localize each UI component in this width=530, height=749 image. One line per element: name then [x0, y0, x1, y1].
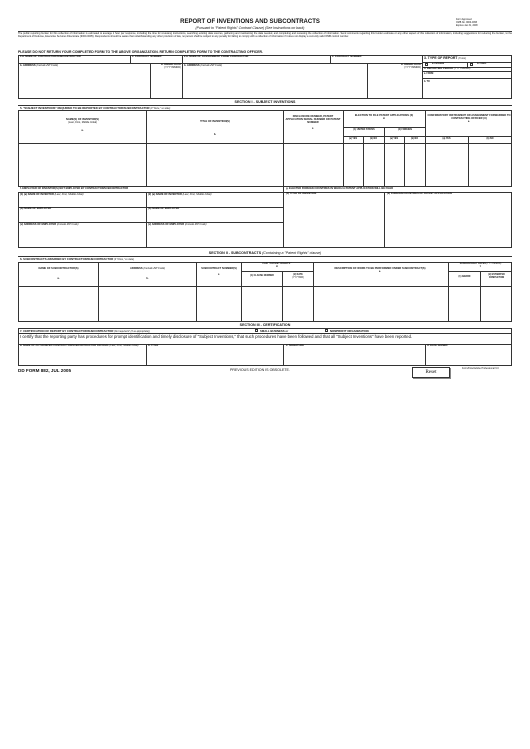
- foreign-countries-label: g. ELECTED FOREIGN COUNTRIES IN WHICH A PATENT APPLICATION WILL BE FILED: [286, 187, 394, 190]
- contractor-name-field[interactable]: [19, 59, 129, 63]
- foreign-countries-app-label: (2) FOREIGN COUNTRIES OF PATENT APPLICATION: [387, 192, 452, 195]
- award-date-col-header: (1) AWARD: [458, 276, 471, 278]
- nonprofit-checkbox[interactable]: [325, 329, 328, 332]
- omb-number: OMB No. 9000-0095: [456, 22, 478, 24]
- subcontractor-name-field[interactable]: [19, 287, 97, 321]
- confirmatory-text: CONFIRMATORY INSTRUMENT OR ASSIGNMENT FORWARDED TO CONTRACTING OFFICER (X): [427, 114, 511, 120]
- subcontract-dates-format: (YYYYMMDD): [486, 263, 502, 265]
- far-date-field[interactable]: [283, 287, 312, 321]
- united-states-header: (1) UNITED STATES: [353, 129, 375, 131]
- subcontracts-awarded-label: [20, 257, 134, 262]
- subcontractor-address-text: ADDRESS: [129, 267, 143, 270]
- confirm-no-field[interactable]: [469, 144, 511, 186]
- form-identifier: DD FORM 882, JUL 2005: [18, 367, 72, 373]
- obsolete-notice: PREVIOUS EDITION IS OBSOLETE.: [230, 368, 290, 372]
- invention-titles-letter: b.: [213, 132, 217, 136]
- inventor2-name-field[interactable]: [147, 197, 282, 206]
- disclosure-number-header: [285, 116, 341, 131]
- subcontract-number-text: SUBCONTRACT NUMBER(S): [201, 267, 237, 270]
- clause-number-header: (1) CLAUSE NUMBER: [250, 275, 274, 277]
- official-name-text: a. NAME OF AUTHORIZED CONTRACTOR/SUBCONTRACTOR OFFICIAL: [20, 344, 109, 347]
- employer2-name-field[interactable]: [147, 212, 282, 221]
- employer-label: f. EMPLOYER OF INVENTOR(S) NOT EMPLOYED BY CONTRACTOR/SUBCONTRACTOR: [20, 187, 129, 190]
- award-date-format: (YYYYMMDD): [164, 65, 181, 69]
- us-no-header: (b) NO: [369, 138, 378, 140]
- inventor-names-field[interactable]: [19, 144, 145, 186]
- employer2-address-label: [148, 223, 206, 226]
- prime-address-label: [184, 64, 222, 67]
- inventor2-name-hint: (Last, First, Middle Initial): [182, 193, 212, 196]
- to-label: b. TO: [424, 80, 430, 83]
- subcontracts-awarded-text: 6. SUBCONTRACTS AWARDED BY CONTRACTOR/SUBCONTRACTOR: [20, 257, 114, 261]
- form-title: REPORT OF INVENTIONS AND SUBCONTRACTS: [180, 19, 320, 25]
- subcontract-dates-letter: f.: [479, 265, 482, 268]
- prime-address-field[interactable]: [183, 68, 366, 98]
- subject-inventions-hint: (If "None," so state): [150, 107, 171, 110]
- far-patent-rights-header: [241, 263, 313, 269]
- reporting-period-format: (YYYYMMDD): [453, 67, 471, 70]
- from-label: a. FROM: [424, 72, 434, 75]
- us-no-field[interactable]: [364, 144, 383, 186]
- inventor2-name-label: [148, 193, 212, 196]
- contractor-address-hint: (Include ZIP Code): [36, 64, 59, 67]
- foreign-yes-header: (a) YES: [390, 138, 398, 140]
- type-of-report-label: [424, 56, 466, 61]
- foreign-yes-field[interactable]: [385, 144, 403, 186]
- subcontracts-awarded-hint: (If "None," so state): [114, 259, 134, 261]
- small-business-label: SMALL BUSINESS or: [260, 328, 289, 333]
- subcontractor-address-field[interactable]: [99, 287, 195, 321]
- subcontract-dates-text: SUBCONTRACT DATES: [459, 263, 486, 265]
- inventor-names-sub: (Last, First, Middle Initial): [68, 120, 97, 124]
- award-date-field[interactable]: [151, 71, 181, 98]
- confirmatory-letter: e.: [467, 119, 471, 123]
- far-date-header: [283, 274, 313, 279]
- estimated-completion-field[interactable]: [481, 287, 511, 321]
- subcontract-dates-header: [449, 263, 512, 268]
- to-date-field[interactable]: [435, 79, 511, 87]
- subcontractor-name-letter: a.: [57, 276, 60, 280]
- official-name-field[interactable]: [19, 352, 145, 365]
- certification-text: 7. CERTIFICATION OF REPORT BY CONTRACTOR/SUBCONTRACTOR: [20, 329, 114, 333]
- type-of-report-text: 3. TYPE OF REPORT: [424, 56, 458, 60]
- subcontractor-address-letter: b.: [146, 276, 149, 280]
- employer2-address-hint: (Include ZIP Code): [184, 223, 207, 226]
- contractor-address-field[interactable]: [19, 68, 149, 98]
- subcontractor-address-header: [99, 268, 196, 281]
- software-credit: Form/Flow/Adobe Professional 6.0: [462, 367, 499, 370]
- nonprofit-label: NONPROFIT ORGANIZATION: [330, 328, 369, 333]
- confirmatory-header: [427, 115, 511, 124]
- award-field[interactable]: [449, 287, 479, 321]
- reporting-period-text: 4. REPORTING PERIOD: [424, 67, 453, 70]
- employer1-address-field[interactable]: [19, 227, 145, 247]
- work-description-text: DESCRIPTION OF WORK TO BE PERFORMED UNDER SUBCONTRACT(S): [334, 267, 426, 270]
- work-description-letter: e.: [378, 269, 382, 273]
- inventor1-name-hint: (Last, First, Middle Initial): [54, 193, 84, 196]
- work-description-field[interactable]: [314, 287, 447, 321]
- final-checkbox[interactable]: [470, 63, 473, 66]
- subject-inventions-text: 5. "SUBJECT INVENTIONS" REQUIRED TO BE REPORTED BY CONTRACTOR/SUBCONTRACTOR: [20, 105, 150, 110]
- prime-award-date-text: d. AWARD DATE: [400, 63, 421, 66]
- subcontractor-address-hint: (Include ZIP Code): [143, 267, 166, 270]
- certification-hint: (Not required if: (X as appropriate)): [114, 331, 150, 333]
- contract-number-label: c. CONTRACT NUMBER: [132, 55, 162, 58]
- estimated-completion-header: (2) ESTIMATED COMPLETION: [488, 274, 505, 279]
- employer1-address-hint: (Include ZIP Code): [56, 223, 79, 226]
- election-header: [345, 115, 423, 121]
- employer2-name-label: (b) NAME OF EMPLOYER: [148, 207, 180, 210]
- us-yes-field[interactable]: [344, 144, 362, 186]
- reporting-period-label: [424, 67, 470, 70]
- section-2-title-paren: (Containing a "Patent Rights" clause): [262, 251, 322, 255]
- work-description-header: [320, 268, 440, 274]
- prime-contractor-name-label: 2.a. NAME OF GOVERNMENT PRIME CONTRACTOR: [184, 55, 249, 58]
- employer2-address-text: (c) ADDRESS OF EMPLOYER: [148, 223, 185, 226]
- small-business-checkbox[interactable]: [255, 329, 258, 332]
- form-approved: Form Approved: [456, 19, 472, 21]
- far-date-format: (YYYYMM): [292, 276, 304, 279]
- election-letter: d.: [382, 116, 386, 120]
- section-3-title: SECTION III - CERTIFICATION: [239, 323, 291, 327]
- prime-award-date-label: [368, 64, 422, 70]
- confirm-no-header: (b) NO: [486, 138, 494, 140]
- official-title-field[interactable]: [147, 349, 282, 365]
- election-text: ELECTION TO FILE PATENT APPLICATIONS (X): [354, 114, 414, 117]
- reset-button[interactable]: Reset: [412, 367, 450, 378]
- employer1-name-label: (b) NAME OF EMPLOYER: [20, 207, 52, 210]
- interim-label: a. INTERIM: [432, 62, 444, 65]
- far-date-text: (2) DATE: [293, 274, 303, 276]
- subcontract-number-header: [197, 268, 241, 277]
- inventor1-name-field[interactable]: [19, 197, 145, 206]
- subcontract-number-letter: c.: [217, 272, 221, 276]
- clause-number-field[interactable]: [242, 287, 281, 321]
- us-yes-header: (a) YES: [349, 138, 357, 140]
- invention-titles-header: [147, 121, 283, 137]
- date-signed-label: d. DATE SIGNED: [427, 344, 448, 347]
- invention-titles-text: TITLE OF INVENTION(S): [200, 120, 230, 123]
- far-patent-rights-text: FAR "PATENT RIGHTS": [262, 262, 292, 265]
- employer2-address-field[interactable]: [147, 227, 282, 247]
- invention-title-label: (1) TITLE OF INVENTION: [286, 192, 317, 195]
- award-date-label: [151, 64, 182, 70]
- certification-statement: I certify that the reporting party has procedures for prompt identification and timely disclosure of "Subject Inventions," that such procedures have been followed and that all "Subject Inventions" have been reported.: [20, 333, 413, 339]
- from-date-field[interactable]: [435, 72, 511, 78]
- foreign-countries-field[interactable]: [385, 197, 511, 247]
- type-of-report-hint: (X one): [458, 58, 466, 60]
- signature-field[interactable]: [284, 349, 424, 365]
- subcontractor-name-header: [19, 268, 98, 281]
- disclosure-number-letter: c.: [311, 126, 315, 130]
- far-patent-rights-letter: d.: [275, 264, 279, 268]
- inventor2-name-text: (2) (a) NAME OF INVENTOR: [148, 193, 182, 196]
- section-1-title: SECTION I - SUBJECT INVENTIONS: [234, 99, 296, 104]
- foreign-header: (2) FOREIGN: [398, 129, 412, 131]
- official-title-label: b. TITLE: [148, 344, 159, 347]
- official-name-hint: (Last, First, Middle Initial): [109, 344, 139, 347]
- contractor-name-label: 1.a. NAME OF CONTRACTOR/SUBCONTRACTOR: [20, 55, 81, 58]
- do-not-return-notice: PLEASE DO NOT RETURN YOUR COMPLETED FORM TO THE ABOVE ORGANIZATION. RETURN COMPLETED FORM TO THE CONTRACTING OFFICER.: [18, 49, 263, 54]
- inventor-names-text: NAME(S) OF INVENTOR(S): [66, 118, 99, 121]
- inventor1-name-label: [20, 193, 84, 196]
- expiration-date: Expires Jan 31, 2008: [456, 25, 478, 27]
- section-2-title: [18, 251, 512, 255]
- prime-address-text: b. ADDRESS: [184, 64, 200, 67]
- subcontract-number-field[interactable]: [197, 287, 240, 321]
- form-subtitle: (Pursuant to "Patent Rights" Contract Clause) (See Instructions on back): [195, 26, 305, 30]
- prime-contractor-name-field[interactable]: [183, 59, 329, 63]
- subcontractor-name-text: NAME OF SUBCONTRACTOR(S): [38, 267, 79, 270]
- confirm-yes-header: (a) YES: [442, 138, 451, 140]
- prime-award-date-field[interactable]: [368, 71, 421, 98]
- invention-titles-field[interactable]: [147, 144, 282, 186]
- date-signed-field[interactable]: [426, 349, 511, 365]
- prime-contract-number-label: c. CONTRACT NUMBER: [332, 55, 362, 58]
- invention-title-field[interactable]: [284, 197, 383, 247]
- foreign-no-field[interactable]: [405, 144, 424, 186]
- disclosure-number-field[interactable]: [284, 144, 342, 186]
- contractor-address-text: b. ADDRESS: [20, 64, 36, 67]
- certification-label: [20, 329, 150, 334]
- confirm-yes-field[interactable]: [426, 144, 467, 186]
- signature-label: c. SIGNATURE: [286, 344, 304, 347]
- interim-checkbox[interactable]: [425, 63, 428, 66]
- contractor-address-label: [20, 64, 58, 67]
- prime-address-hint: (Include ZIP Code): [200, 64, 223, 67]
- inventor-names-letter: a.: [81, 128, 84, 132]
- inventor-names-header: [19, 119, 146, 133]
- employer1-address-text: (c) ADDRESS OF EMPLOYER: [20, 223, 57, 226]
- final-label: b. FINAL: [477, 62, 487, 65]
- award-date-text: d. AWARD DATE: [160, 63, 181, 66]
- prime-award-date-format: (YYYYMMDD): [404, 65, 421, 69]
- section-2-title-text: SECTION II - SUBCONTRACTS: [208, 251, 262, 255]
- official-name-label: [20, 345, 144, 348]
- foreign-no-header: (b) NO: [410, 138, 419, 140]
- disclosure-number-text: DISCLOSURE NUMBER, PATENT APPLICATION SERIAL NUMBER OR PATENT NUMBER: [285, 115, 341, 124]
- inventor1-name-text: (1) (a) NAME OF INVENTOR: [20, 193, 54, 196]
- employer1-name-field[interactable]: [19, 212, 145, 221]
- employer1-address-label: [20, 223, 78, 226]
- burden-statement: The public reporting burden for this collection of information is estimated to average 1 hour per response, including the time for reviewing instructions, searching existing data sources, gathering and maintaining the data needed, and completing and reviewing the collection of information. Send comments regarding this burden estimate or any other aspect of this collection of information, including suggestions for reducing the burden, to the Department of Defense, Executive Services Directorate (9000-0095). Respondents should be aware that notwithstanding any other provision of law, no person shall be subject to any penalty for failing to comply with a collection of information if it does not display a currently valid OMB control number.: [18, 32, 512, 38]
